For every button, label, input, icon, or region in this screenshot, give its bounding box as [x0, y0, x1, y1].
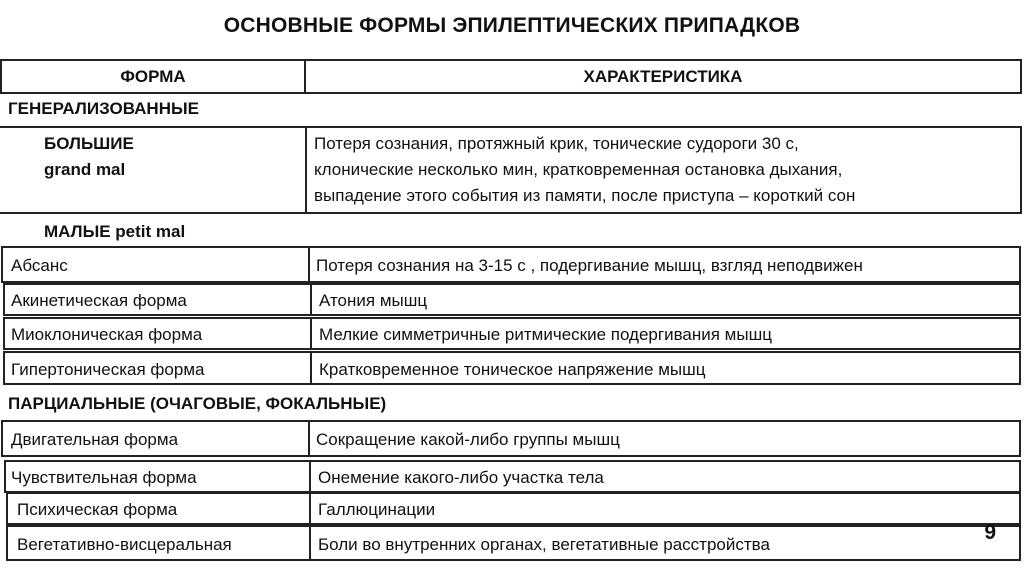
row-description: Кратковременное тоническое напряжение мышц: [319, 360, 706, 379]
table-row: [6, 492, 1021, 525]
section-heading-partial: ПАРЦИАЛЬНЫЕ (ОЧАГОВЫЕ, ФОКАЛЬНЫЕ): [8, 394, 387, 413]
row-description: Боли во внутренних органах, вегетативные расстройства: [318, 535, 770, 554]
grand-mal-description: Потеря сознания, протяжный крик, тонические судороги 30 с, клонические несколько мин, кратковременная остановка дыхания, выпадение этого события из памяти, после приступа – короткий сон: [314, 134, 856, 205]
section-heading-generalized: ГЕНЕРАЛИЗОВАННЫЕ: [8, 99, 199, 118]
table-row: [3, 283, 1021, 316]
petit-mal-heading: МАЛЫЕ petit mal: [44, 222, 186, 241]
row-form: Психическая форма: [17, 500, 178, 519]
table-row: [6, 525, 1021, 561]
row-description: Галлюцинации: [318, 500, 436, 519]
row-form: Акинетическая форма: [11, 291, 187, 310]
table-row: [1, 420, 1021, 457]
row-form: Чувствительная форма: [11, 468, 197, 487]
row-form: Вегетативно-висцеральная: [17, 535, 232, 554]
row-form: Гипертоническая форма: [11, 360, 205, 379]
table-header-row: [0, 59, 1022, 94]
row-form: Миоклоническая форма: [11, 325, 203, 344]
row-form: Абсанс: [11, 256, 68, 275]
table-row: [3, 317, 1021, 350]
row-form: Двигательная форма: [11, 430, 179, 449]
header-form: ФОРМА: [120, 67, 186, 86]
table-row: [4, 460, 1021, 493]
table-row: [3, 351, 1021, 385]
row-description: Потеря сознания на 3-15 с , подергивание мышц, взгляд неподвижен: [316, 256, 863, 275]
page-number: 9: [984, 521, 996, 544]
header-characteristic: ХАРАКТЕРИСТИКА: [583, 67, 743, 86]
row-description: Мелкие симметричные ритмические подергивания мышц: [319, 325, 772, 344]
row-description: Сокращение какой-либо группы мышц: [316, 430, 620, 449]
row-description: Онемение какого-либо участка тела: [318, 468, 604, 487]
grand-mal-label: БОЛЬШИЕ grand mal: [44, 134, 134, 179]
table-row: [1, 246, 1021, 283]
row-description: Атония мышц: [319, 291, 428, 310]
page-title: ОСНОВНЫЕ ФОРМЫ ЭПИЛЕПТИЧЕСКИХ ПРИПАДКОВ: [223, 14, 801, 37]
